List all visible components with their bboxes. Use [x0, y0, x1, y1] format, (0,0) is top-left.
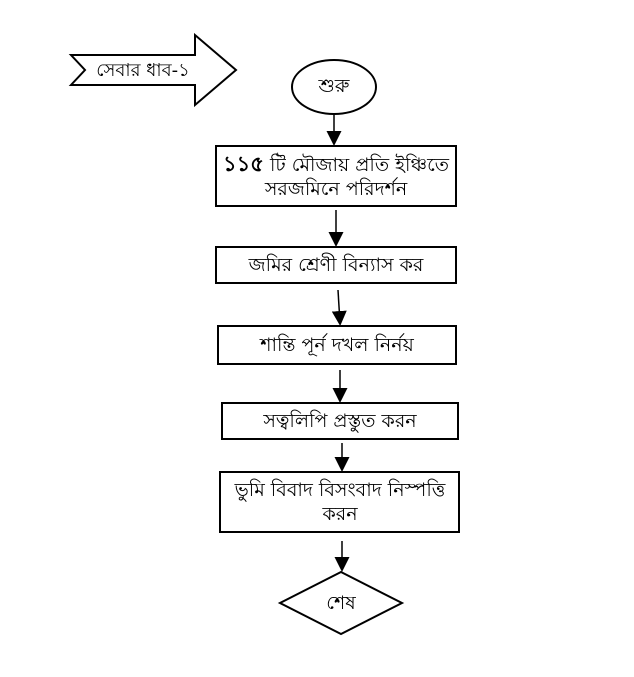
step-2-text: জমির শ্রেণী বিন্যাস কর [248, 254, 424, 276]
step-2-label [218, 249, 454, 281]
step-1-bold-prefix: ১১৫ [223, 151, 264, 176]
start-label [292, 72, 376, 100]
step-4-label [224, 405, 456, 437]
end-label-text: শেষ [326, 592, 356, 614]
step-3-label [220, 328, 454, 362]
step-1-text: টি মৌজায় প্রতি ইঞ্চিতে সরজমিনে পরিদর্শন [264, 153, 449, 200]
banner-label [88, 58, 198, 84]
end-label [300, 590, 382, 616]
banner-label-text: সেবার ধাব-১ [96, 60, 190, 81]
step-5-text: ভুমি বিবাদ বিসংবাদ নিস্পত্তি করন [234, 479, 446, 525]
step-4-text: সত্বলিপি প্রস্তুত করন [263, 410, 417, 432]
connector-arrow [338, 290, 340, 323]
step-5-label [226, 476, 454, 528]
step-1-label [222, 150, 450, 202]
start-label-text: শুরু [318, 75, 350, 97]
step-3-text: শান্তি পূর্ন দখল নির্নয় [260, 334, 414, 356]
